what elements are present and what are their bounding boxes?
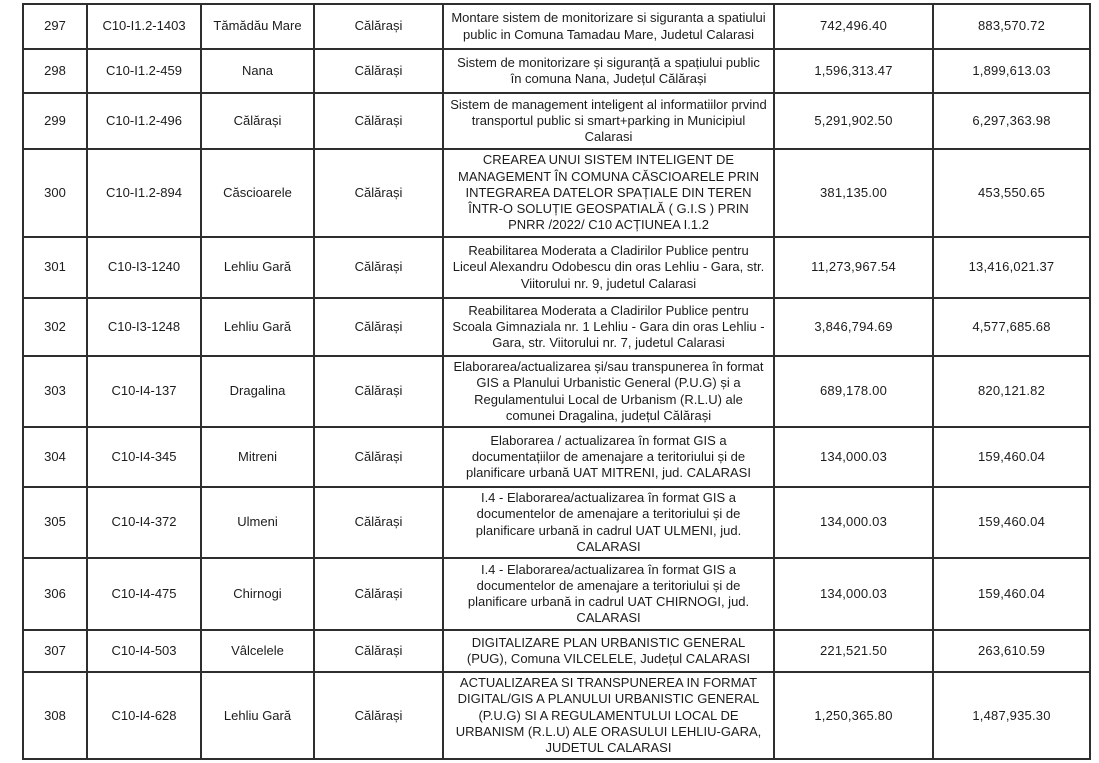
row-number-cell: 298 [23,49,87,93]
locality-cell: Vâlcelele [201,630,314,672]
row-number-cell: 307 [23,630,87,672]
table-row [23,237,1090,298]
project-code-cell: C10-I4-503 [87,630,201,672]
row-number-cell: 302 [23,298,87,356]
county-cell: Călărași [314,49,443,93]
county-cell: Călărași [314,630,443,672]
description-cell: Montare sistem de monitorizare si siguranta a spatiului public in Comuna Tamadau Mare, Judetul Calarasi [443,4,774,49]
table-row [23,672,1090,759]
amount-2-cell: 1,899,613.03 [933,49,1090,93]
project-code-cell: C10-I3-1240 [87,237,201,298]
description-cell: DIGITALIZARE PLAN URBANISTIC GENERAL (PUG), Comuna VILCELELE, Județul CALARASI [443,630,774,672]
row-number-cell: 306 [23,558,87,630]
amount-1-cell: 1,250,365.80 [774,672,933,759]
table-row [23,4,1090,49]
description-cell: ACTUALIZAREA SI TRANSPUNEREA IN FORMAT DIGITAL/GIS A PLANULUI URBANISTIC GENERAL (P.U.G) SI A REGULAMENTULUI LOCAL DE URBANISM (R.L.U) ALE ORASULUI LEHLIU-GARA, JUDETUL CALARASI [443,672,774,759]
description-cell: I.4 - Elaborarea/actualizarea în format GIS a documentelor de amenajare a teritoriului și de planificare urbană in cadrul UAT ULMENI, jud. CALARASI [443,487,774,558]
row-number-cell: 301 [23,237,87,298]
project-code-cell: C10-I1.2-496 [87,93,201,149]
project-code-cell: C10-I4-628 [87,672,201,759]
row-number-cell: 303 [23,356,87,427]
county-cell: Călărași [314,558,443,630]
amount-1-cell: 742,496.40 [774,4,933,49]
row-number-cell: 299 [23,93,87,149]
row-number-cell: 304 [23,427,87,487]
description-cell: Reabilitarea Moderata a Cladirilor Publice pentru Scoala Gimnaziala nr. 1 Lehliu - Gara din oras Lehliu - Gara, str. Viitorului nr. 7, judetul Calarasi [443,298,774,356]
amount-2-cell: 1,487,935.30 [933,672,1090,759]
county-cell: Călărași [314,93,443,149]
project-code-cell: C10-I4-137 [87,356,201,427]
amount-1-cell: 134,000.03 [774,427,933,487]
project-code-cell: C10-I4-475 [87,558,201,630]
row-number-cell: 300 [23,149,87,237]
description-cell: Reabilitarea Moderata a Cladirilor Publice pentru Liceul Alexandru Odobescu din oras Lehliu - Gara, str. Viitorului nr. 9, judetul Calarasi [443,237,774,298]
amount-2-cell: 13,416,021.37 [933,237,1090,298]
row-number-cell: 305 [23,487,87,558]
locality-cell: Lehliu Gară [201,298,314,356]
county-cell: Călărași [314,427,443,487]
locality-cell: Chirnogi [201,558,314,630]
county-cell: Călărași [314,237,443,298]
locality-cell: Dragalina [201,356,314,427]
amount-2-cell: 820,121.82 [933,356,1090,427]
amount-2-cell: 6,297,363.98 [933,93,1090,149]
table-row [23,630,1090,672]
project-code-cell: C10-I1.2-894 [87,149,201,237]
row-number-cell: 297 [23,4,87,49]
description-cell: Elaborarea/actualizarea și/sau transpunerea în format GIS a Planului Urbanistic General (P.U.G) și a Regulamentului Local de Urbanism (R.L.U) ale comunei Dragalina, județul Călărași [443,356,774,427]
table-row [23,49,1090,93]
locality-cell: Tămădău Mare [201,4,314,49]
table-row [23,558,1090,630]
table-row [23,356,1090,427]
amount-1-cell: 381,135.00 [774,149,933,237]
amount-1-cell: 1,596,313.47 [774,49,933,93]
locality-cell: Lehliu Gară [201,672,314,759]
project-code-cell: C10-I3-1248 [87,298,201,356]
amount-1-cell: 5,291,902.50 [774,93,933,149]
amount-1-cell: 3,846,794.69 [774,298,933,356]
table-row [23,427,1090,487]
amount-2-cell: 453,550.65 [933,149,1090,237]
amount-1-cell: 134,000.03 [774,487,933,558]
amount-2-cell: 159,460.04 [933,487,1090,558]
description-cell: Sistem de monitorizare și siguranță a spațiului public în comuna Nana, Județul Călărași [443,49,774,93]
county-cell: Călărași [314,672,443,759]
description-cell: Elaborarea / actualizarea în format GIS a documentațiilor de amenajare a teritoriului și de planificare urbană UAT MITRENI, jud. CALARASI [443,427,774,487]
description-cell: Sistem de management inteligent al informatiilor prvind transportul public si smart+parking in Municipiul Calarasi [443,93,774,149]
table-row [23,93,1090,149]
amount-2-cell: 263,610.59 [933,630,1090,672]
description-cell: I.4 - Elaborarea/actualizarea în format GIS a documentelor de amenajare a teritoriului și de planificare urbană in cadrul UAT CHIRNOGI, jud. CALARASI [443,558,774,630]
table-row [23,149,1090,237]
table-row [23,298,1090,356]
locality-cell: Ulmeni [201,487,314,558]
amount-2-cell: 159,460.04 [933,427,1090,487]
project-code-cell: C10-I4-372 [87,487,201,558]
project-code-cell: C10-I1.2-1403 [87,4,201,49]
county-cell: Călărași [314,149,443,237]
county-cell: Călărași [314,298,443,356]
locality-cell: Călărași [201,93,314,149]
locality-cell: Lehliu Gară [201,237,314,298]
row-number-cell: 308 [23,672,87,759]
locality-cell: Căscioarele [201,149,314,237]
amount-2-cell: 159,460.04 [933,558,1090,630]
locality-cell: Mitreni [201,427,314,487]
amount-1-cell: 134,000.03 [774,558,933,630]
amount-1-cell: 221,521.50 [774,630,933,672]
county-cell: Călărași [314,4,443,49]
amount-2-cell: 883,570.72 [933,4,1090,49]
description-cell: CREAREA UNUI SISTEM INTELIGENT DE MANAGEMENT ÎN COMUNA CĂSCIOARELE PRIN INTEGRAREA DATELOR SPAȚIALE DIN TEREN ÎNTR-O SOLUȚIE GEOSPATIALĂ ( G.I.S ) PRIN PNRR /2022/ C10 ACȚIUNEA I.1.2 [443,149,774,237]
county-cell: Călărași [314,487,443,558]
project-code-cell: C10-I1.2-459 [87,49,201,93]
projects-table [22,3,1091,760]
amount-1-cell: 689,178.00 [774,356,933,427]
county-cell: Călărași [314,356,443,427]
table-row [23,487,1090,558]
amount-2-cell: 4,577,685.68 [933,298,1090,356]
project-code-cell: C10-I4-345 [87,427,201,487]
amount-1-cell: 11,273,967.54 [774,237,933,298]
locality-cell: Nana [201,49,314,93]
